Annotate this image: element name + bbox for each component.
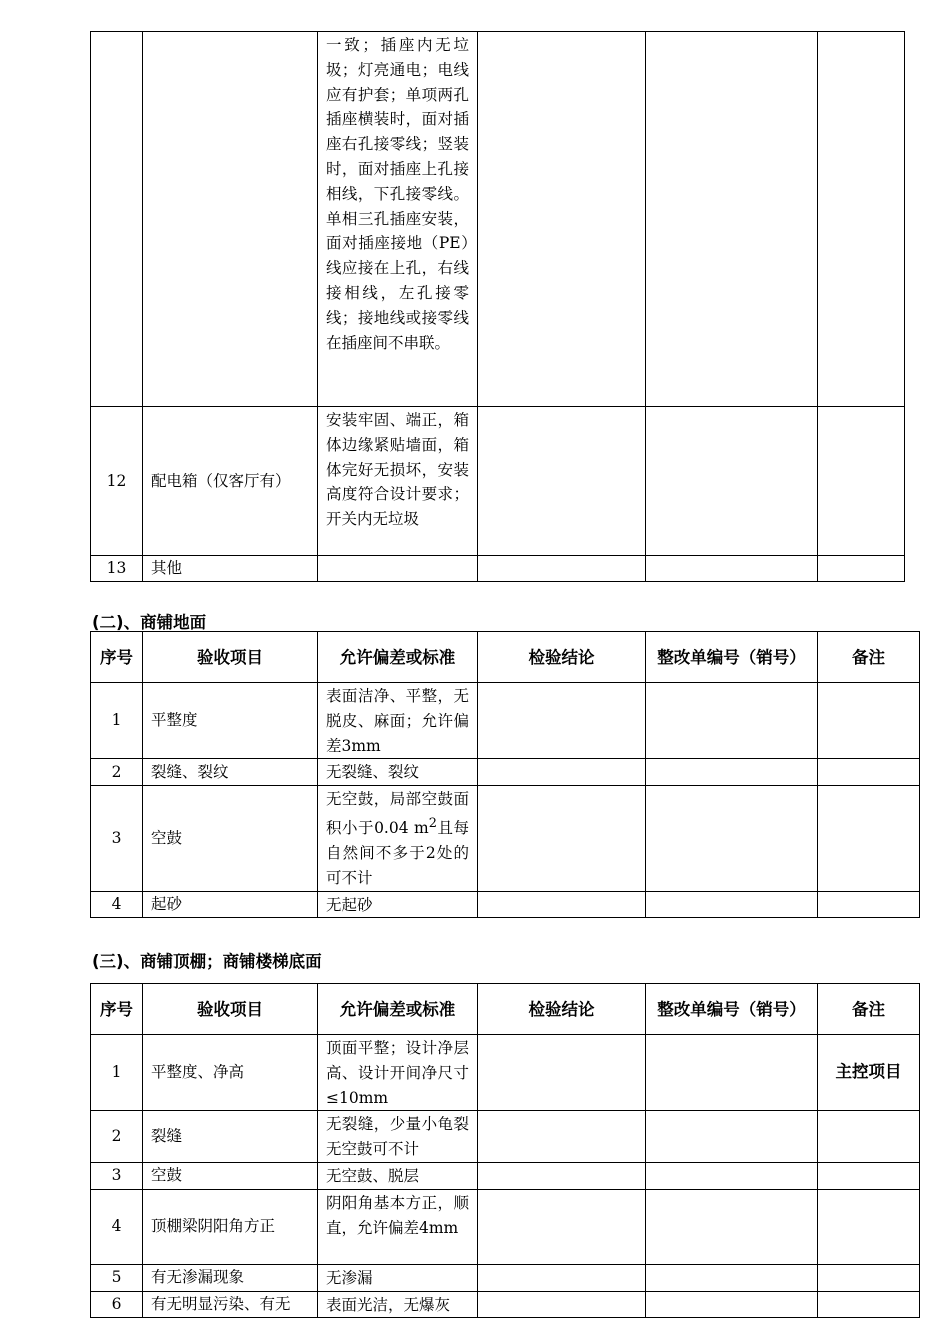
inspection-item: 平整度、净高 [143,1035,318,1111]
row-number: 2 [91,759,143,786]
standard-text: 一致；插座内无垃圾；灯亮通电；电线应有护套；单项两孔插座横装时，面对插座右孔接零线；竖装时，面对插座上孔接相线，下孔接零线。单相三孔插座安装，面对插座接地（PE）线应接在上孔，右线接相线，左孔接零线；接地线或接零线在插座间不串联。 [318,32,478,407]
table-row [91,1291,920,1318]
table-row [91,683,920,759]
ticket-cell[interactable] [646,1162,818,1189]
header-number: 序号 [91,632,143,683]
table-row [91,556,905,582]
conclusion-cell[interactable] [478,407,646,556]
table-row [91,407,905,556]
ticket-cell[interactable] [646,1189,818,1264]
standard-text-part: 无空鼓，局部空鼓面积小于0.04 m [326,790,469,838]
remark-cell[interactable] [818,32,905,407]
table-header-row [91,984,920,1035]
ticket-cell[interactable] [646,786,818,891]
standard-text: 无起砂 [318,891,478,918]
standard-text: 安装牢固、端正，箱体边缘紧贴墙面，箱体完好无损坏，安装高度符合设计要求；开关内无垃圾 [318,407,478,556]
conclusion-cell[interactable] [478,32,646,407]
section-heading-floor: (二)、商铺地面 [92,613,207,632]
inspection-item: 空鼓 [143,1162,318,1189]
ceiling-check-table [90,983,920,1318]
header-ticket: 整改单编号（销号） [646,984,818,1035]
section-heading-ceiling: (三)、商铺顶棚；商铺楼梯底面 [92,952,322,971]
conclusion-cell[interactable] [478,556,646,582]
inspection-item: 裂缝、裂纹 [143,759,318,786]
standard-text: 无空鼓、脱层 [318,1162,478,1189]
row-number: 13 [91,556,143,582]
conclusion-cell[interactable] [478,1189,646,1264]
inspection-item: 起砂 [143,891,318,918]
ticket-cell[interactable] [646,1264,818,1291]
row-number: 5 [91,1264,143,1291]
inspection-item: 裂缝 [143,1111,318,1163]
row-number: 3 [91,1162,143,1189]
conclusion-cell[interactable] [478,759,646,786]
row-number: 4 [91,1189,143,1264]
row-number: 6 [91,1291,143,1318]
standard-text-part: 且每自然间不多于2处的可不计 [326,819,469,887]
conclusion-cell[interactable] [478,683,646,759]
inspection-item [143,32,318,407]
header-standard: 允许偏差或标准 [318,632,478,683]
remark-cell[interactable] [818,556,905,582]
table-header-row [91,632,920,683]
header-ticket: 整改单编号（销号） [646,632,818,683]
standard-text [318,786,478,891]
ticket-cell[interactable] [646,1035,818,1111]
remark-cell[interactable] [818,891,920,918]
header-item: 验收项目 [143,984,318,1035]
table-row [91,32,905,407]
table-row [91,1189,920,1264]
table-row [91,891,920,918]
conclusion-cell[interactable] [478,1035,646,1111]
conclusion-cell[interactable] [478,786,646,891]
header-conclusion: 检验结论 [478,984,646,1035]
table-row [91,759,920,786]
header-remark: 备注 [818,632,920,683]
header-conclusion: 检验结论 [478,632,646,683]
remark-cell[interactable] [818,786,920,891]
remark-cell[interactable] [818,1189,920,1264]
ticket-cell[interactable] [646,891,818,918]
ticket-cell[interactable] [646,32,818,407]
header-item: 验收项目 [143,632,318,683]
table-row [91,1162,920,1189]
row-number: 4 [91,891,143,918]
superscript-exponent: 2 [428,815,437,831]
standard-text: 阴阳角基本方正，顺直，允许偏差4mm [318,1189,478,1264]
standard-text: 无渗漏 [318,1264,478,1291]
conclusion-cell[interactable] [478,1291,646,1318]
standard-text: 无裂缝、裂纹 [318,759,478,786]
table-row [91,1111,920,1163]
ticket-cell[interactable] [646,1291,818,1318]
row-number: 1 [91,683,143,759]
remark-cell[interactable] [818,759,920,786]
table-row [91,1264,920,1291]
standard-text: 无裂缝，少量小龟裂无空鼓可不计 [318,1111,478,1163]
standard-text [318,556,478,582]
remark-cell[interactable]: 主控项目 [818,1035,920,1111]
remark-cell[interactable] [818,1264,920,1291]
inspection-item: 顶棚梁阴阳角方正 [143,1189,318,1264]
inspection-item: 有无明显污染、有无 [143,1291,318,1318]
inspection-item: 配电箱（仅客厅有） [143,407,318,556]
ticket-cell[interactable] [646,1111,818,1163]
row-number: 12 [91,407,143,556]
conclusion-cell[interactable] [478,1264,646,1291]
conclusion-cell[interactable] [478,1111,646,1163]
inspection-item: 其他 [143,556,318,582]
inspection-item: 有无渗漏现象 [143,1264,318,1291]
remark-cell[interactable] [818,1162,920,1189]
remark-cell[interactable] [818,683,920,759]
remark-cell[interactable] [818,1291,920,1318]
table-row [91,786,920,891]
ticket-cell[interactable] [646,556,818,582]
header-standard: 允许偏差或标准 [318,984,478,1035]
remark-cell[interactable] [818,1111,920,1163]
row-number [91,32,143,407]
standard-text: 表面洁净、平整，无脱皮、麻面；允许偏差3mm [318,683,478,759]
inspection-item: 空鼓 [143,786,318,891]
row-number: 2 [91,1111,143,1163]
floor-check-table [90,631,920,918]
conclusion-cell[interactable] [478,891,646,918]
standard-text: 顶面平整；设计净层高、设计开间净尺寸≤10mm [318,1035,478,1111]
header-number: 序号 [91,984,143,1035]
ticket-cell[interactable] [646,683,818,759]
row-number: 3 [91,786,143,891]
remark-cell[interactable] [818,407,905,556]
ticket-cell[interactable] [646,759,818,786]
standard-text: 表面光洁，无爆灰 [318,1291,478,1318]
header-remark: 备注 [818,984,920,1035]
inspection-item: 平整度 [143,683,318,759]
conclusion-cell[interactable] [478,1162,646,1189]
row-number: 1 [91,1035,143,1111]
electrical-check-table [90,31,905,582]
ticket-cell[interactable] [646,407,818,556]
table-row [91,1035,920,1111]
